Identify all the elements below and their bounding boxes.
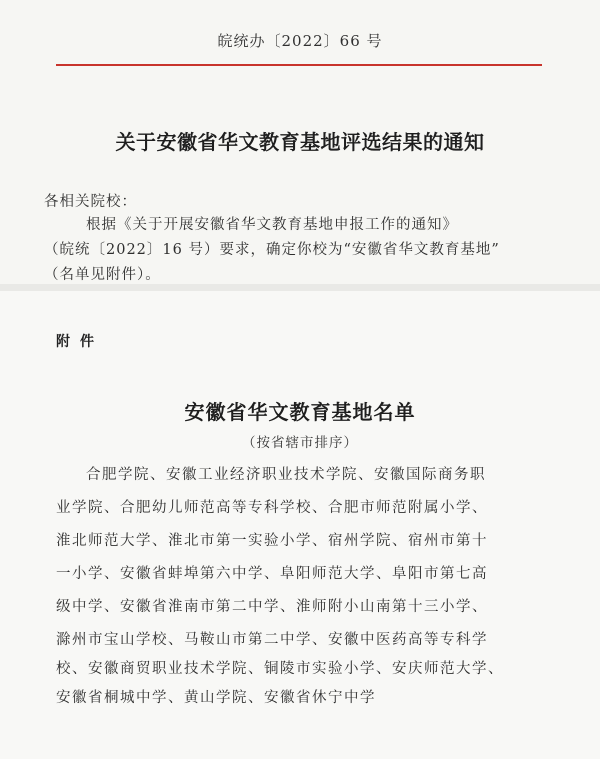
document-number: 皖统办〔2022〕66 号	[217, 32, 383, 50]
notice-title: 关于安徽省华文教育基地评选结果的通知	[115, 130, 485, 154]
attachment-title: 安徽省华文教育基地名单	[184, 400, 416, 424]
red-header-rule	[56, 64, 542, 66]
attachment-label: 附件	[56, 334, 104, 350]
attachment-subtitle: （按省辖市排序）	[242, 435, 358, 451]
list-line: 合肥学院、安徽工业经济职业技术学院、安徽国际商务职	[86, 467, 486, 483]
list-line: 一小学、安徽省蚌埠第六中学、阜阳师范大学、阜阳市第七高	[56, 566, 488, 582]
list-line: 淮北师范大学、淮北市第一实验小学、宿州学院、宿州市第十	[56, 533, 488, 549]
list-line: 校、安徽商贸职业技术学院、铜陵市实验小学、安庆师范大学、	[56, 661, 504, 677]
notice-page	[0, 0, 600, 284]
list-line: 安徽省桐城中学、黄山学院、安徽省休宁中学	[56, 690, 376, 706]
list-line: 业学院、合肥幼儿师范高等专科学校、合肥市师范附属小学、	[56, 500, 488, 516]
list-line: 级中学、安徽省淮南市第二中学、淮师附小山南第十三小学、	[56, 599, 488, 615]
addressee: 各相关院校：	[44, 194, 137, 210]
paragraph-line: （皖统〔2022〕16 号）要求，确定你校为“安徽省华文教育基地”	[44, 242, 500, 258]
paragraph-line: 根据《关于开展安徽省华文教育基地申报工作的通知》	[86, 217, 458, 233]
list-line: 滁州市宝山学校、马鞍山市第二中学、安徽中医药高等专科学	[56, 632, 488, 648]
paragraph-line: （名单见附件）。	[44, 267, 161, 283]
